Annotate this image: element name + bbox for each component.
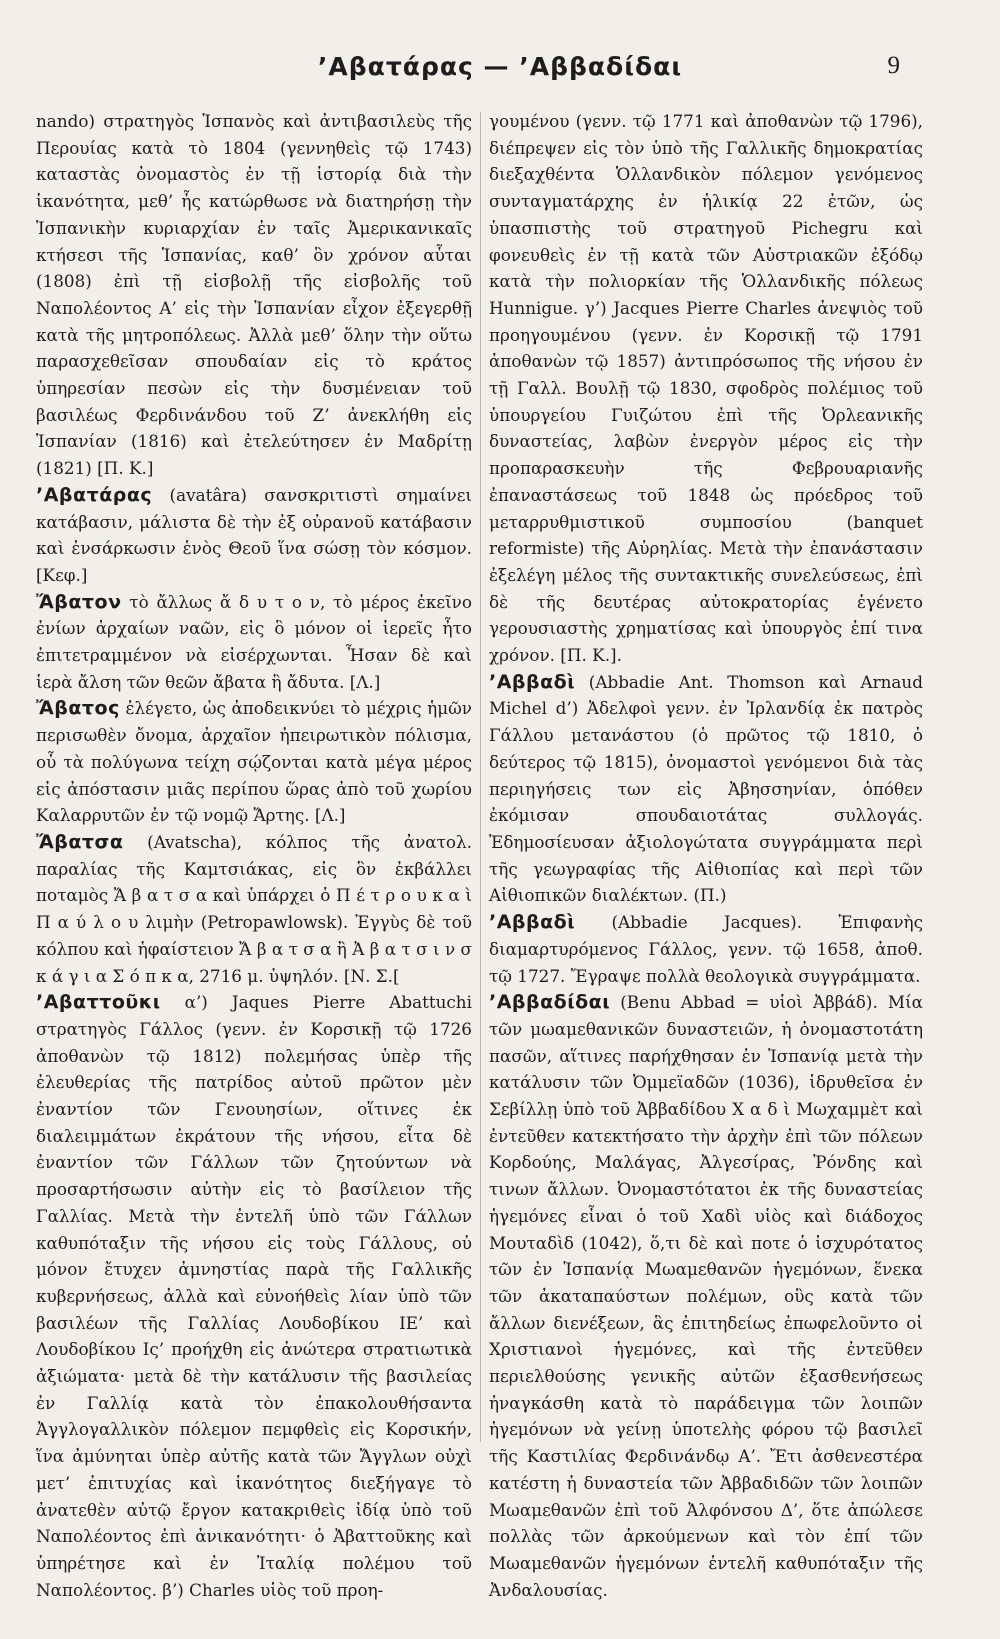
dictionary-entry xyxy=(489,909,923,989)
page-number: 9 xyxy=(887,52,900,79)
dictionary-entry xyxy=(36,829,472,989)
entry-text: (avatâra) σανσκριτιστὶ σημαίνει κατάβασιν, μάλιστα δὲ τὴν ἐξ οὐρανοῦ κατάβασιν καὶ ἐνσάρκωσιν ἑνὸς Θεοῦ ἵνα σώσῃ τὸν κόσμον. [Κεφ.] xyxy=(36,484,472,585)
entry-headword: ’Αββαδὶ xyxy=(489,911,576,934)
entry-text: γουμένου (γενν. τῷ 1771 καὶ ἀποθανὼν τῷ 1796), διέπρεψεν εἰς τὸν ὑπὸ τῆς Γαλλικῆς δημοκρατίας διεξαχθέντα Ὁλλανδικὸν πόλεμον γενόμενος συνταγματάρχης ἐν ἡλικίᾳ 22 ἐτῶν, ὡς ὑπασπιστὴς τοῦ στρατηγοῦ Pichegru καὶ φονευθεὶς ἐν τῇ κατὰ τῶν Αὐστριακῶν ἐξόδῳ κατὰ τὴν πολιορκίαν τῆς Ὁλλανδικῆς πόλεως Hunnigue. γ’) Jacques Pierre Charles ἀνεψιὸς τοῦ προηγουμένου (γενν. ἐν Κορσικῇ τῷ 1791 ἀποθανὼν τῷ 1857) ἀντιπρόσωπος τῆς νήσου ἐν τῇ Γαλλ. Βουλῇ τῷ 1830, σφοδρὸς πολέμιος τοῦ ὑπουργείου Γυιζώτου ἐπὶ τῆς Ὀρλεανικῆς δυναστείας, λαβὼν ἐνεργὸν μέρος εἰς τὴν προπαρασκευὴν τῆς Φεβρουαριανῆς ἐπαναστάσεως τοῦ 1848 ὡς πρόεδρος τοῦ μεταρρυθμιστικοῦ συμποσίου (banquet reformiste) τῆς Αὐρηλίας. Μετὰ τὴν ἐπανάστασιν ἐξελέγη μέλος τῆς συντακτικῆς συνελεύσεως, ἐπὶ δὲ τῆς δευτέρας αὐτοκρατορίας ἐγένετο γερουσιαστὴς χρηματίσας καὶ ὑπουργὸς ἐπί τινα χρόνον. [Π. Κ.]. xyxy=(489,111,923,666)
entry-headword: ’Αβατάρας xyxy=(36,483,153,506)
entry-headword: ’Αββαδὶ xyxy=(489,670,576,693)
entry-headword: ’Αβαττοῦκι xyxy=(36,991,161,1014)
entry-text: (Avatscha), κόλπος τῆς ἀνατολ. παραλίας τῆς Καμτσιάκας, εἰς ὃν ἐκβάλλει ποταμὸς Ἄ β α τ σ α καὶ ὑπάρχει ὁ Π έ τ ρ ο υ κ α ὶ Π α ύ λ ο υ λιμὴν (Petropawlowsk). Ἐγγὺς δὲ τοῦ κόλπου καὶ ἡφαίστειον Ἄ β α τ σ α ἢ Ἀ β α τ σ ι ν σ κ ά γ ι α Σ ό π κ α, 2716 μ. ὑψηλόν. [Ν. Σ.[ xyxy=(36,831,472,986)
dictionary-entry xyxy=(36,989,472,1603)
entry-text: ἐλέγετο, ὡς ἀποδεικνύει τὸ μέχρις ἡμῶν περισωθὲν ὄνομα, ἀρχαῖον ἠπειρωτικὸν πόλισμα, οὗ τὰ πολύγωνα τείχη σῴζονται κατὰ μέγα μέρος εἰς ἀπόστασιν μιᾶς περίπου ὥρας ἀπὸ τοῦ χωρίου Καλαρρυτῶν ἐν τῷ νομῷ Ἄρτης. [Λ.] xyxy=(36,698,472,826)
entry-headword: Ἄβατον xyxy=(36,590,122,613)
dictionary-entry xyxy=(489,669,923,909)
entry-headword: Ἄβατος xyxy=(36,697,120,720)
entry-text: τὸ ἄλλως ἄ δ υ τ ο ν, τὸ μέρος ἐκεῖνο ἐνίων ἀρχαίων ναῶν, εἰς ὃ μόνον οἱ ἱερεῖς ἦτο ἐπιτετραμμένον νὰ εἰσέρχωνται. Ἦσαν δὲ καὶ ἱερὰ ἄλση τῶν θεῶν ἄβατα ἢ ἄδυτα. [Λ.] xyxy=(36,591,472,692)
dictionary-entry xyxy=(36,482,472,589)
dictionary-entry xyxy=(489,108,923,669)
left-column xyxy=(36,108,472,1603)
dictionary-entry xyxy=(36,108,472,482)
entry-headword: ’Αββαδίδαι xyxy=(489,991,611,1014)
column-divider xyxy=(480,112,481,1442)
page-header xyxy=(0,52,1000,92)
entry-text: (Abbadie Ant. Thomson καὶ Arnaud Michel d’) Ἀδελφοὶ γενν. ἐν Ἰρλανδίᾳ ἐκ πατρὸς Γάλλου μετανάστου (ὁ πρῶτος τῷ 1810, ὁ δεύτερος τῷ 1815), ὀνομαστοὶ γενόμενοι διὰ τὰς περιηγήσεις των εἰς Ἀβησσηνίαν, ὁπόθεν ἐκόμισαν σπουδαιοτάτας συλλογάς. Ἐδημοσίευσαν ἀξιολογώτατα συγγράμματα περὶ τῆς γεωγραφίας τῆς Αἰθιοπίας καὶ περὶ τῶν Αἰθιοπικῶν διαλέκτων. (Π.) xyxy=(489,671,923,906)
right-column xyxy=(489,108,923,1603)
running-title: ’Αβατάρας — ’Αββαδίδαι xyxy=(317,52,683,81)
entry-headword: Ἄβατσα xyxy=(36,830,124,853)
entry-text: α’) Jaques Pierre Abattuchi στρατηγὸς Γάλλος (γενν. ἐν Κορσικῇ τῷ 1726 ἀποθανὼν τῷ 1812) πολεμήσας ὑπὲρ τῆς ἐλευθερίας τῆς πατρίδος αὐτοῦ πρῶτον μὲν ἐναντίον τῶν Γενουησίων, οἵτινες ἐκ διαλειμμάτων ἐκράτουν τῆς νήσου, εἶτα δὲ ἐναντίον τῶν Γάλλων τῶν ζητούντων νὰ προσαρτήσωσιν αὐτὴν εἰς τὸ βασίλειον τῆς Γαλλίας. Μετὰ τὴν ἐντελῆ ὑπὸ τῶν Γάλλων καθυπόταξιν τῆς νήσου εἰς τοὺς Γάλλους, οὐ μόνον ἔτυχεν ἀμνηστίας παρὰ τῆς Γαλλικῆς κυβερνήσεως, ἀλλὰ καὶ εὐνοήθεὶς λίαν ὑπὸ τῶν βασιλέων τῆς Γαλλίας Λουδοβίκου ΙΕ’ καὶ Λουδοβίκου Ις’ προήχθη εἰς ἀνώτερα στρατιωτικὰ ἀξιώματα· μετὰ δὲ τὴν κατάλυσιν τῆς βασιλείας ἐν Γαλλίᾳ κατὰ τὸν ἐπακολουθήσαντα Ἀγγλογαλλικὸν πόλεμον πεμφθεὶς εἰς Κορσικήν, ἵνα ἀμύνηται ὑπὲρ αὐτῆς κατὰ τῶν Ἄγγλων οὐχὶ μετ’ ἐπιτυχίας καὶ ἱκανότητος διεξήγαγε τὸ ἀνατεθὲν αὐτῷ ἔργον κατακριθεὶς ἰδίᾳ ὑπὸ τοῦ Ναπολέοντος ἐπὶ ἀνικανότητι· ὁ Ἀβαττοῦκης καὶ ὑπηρέτησε καὶ ἐν Ἰταλίᾳ πολέμου τοῦ Ναπολέοντος. β’) Charles υἱὸς τοῦ προη- xyxy=(36,992,472,1600)
dictionary-entry xyxy=(36,695,472,829)
dictionary-entry xyxy=(489,989,923,1603)
entry-text: nando) στρατηγὸς Ἱσπανὸς καὶ ἀντιβασιλεὺς τῆς Περουίας κατὰ τὸ 1804 (γεννηθεὶς τῷ 1743) καταστὰς ὀνομαστὸς ἐν τῇ ἱστορίᾳ διὰ τὴν ἱκανότητα, μεθ’ ἧς κατώρθωσε νὰ διατηρήσῃ τὴν Ἱσπανικὴν κυριαρχίαν ἐν ταῖς Ἀμερικανικαῖς κτήσεσι τῆς Ἱσπανίας, καθ’ ὃν χρόνον αὗται (1808) ἐπὶ τῇ εἰσβολῇ τῆς εἰσβολῆς τοῦ Ναπολέοντος Α’ εἰς τὴν Ἱσπανίαν εἶχον ἐξεγερθῇ κατὰ τῆς μητροπόλεως. Ἀλλὰ μεθ’ ὅλην τὴν οὕτω παρασχεθεῖσαν σπουδαίαν εἰς τὸ κράτος ὑπηρεσίαν πεσὼν εἰς τὴν δυσμένειαν τοῦ βασιλέως Φερδινάνδου τοῦ Ζ’ ἀνεκλήθη εἰς Ἱσπανίαν (1816) καὶ ἐτελεύτησεν ἐν Μαδρίτῃ (1821) [Π. Κ.] xyxy=(36,111,472,479)
dictionary-entry xyxy=(36,589,472,696)
entry-text: (Benu Abbad = υἱοὶ Ἀββάδ). Μία τῶν μωαμεθανικῶν δυναστειῶν, ἡ ὀνομαστοτάτη πασῶν, αἵτινες παρήχθησαν ἐν Ἱσπανίᾳ μετὰ τὴν κατάλυσιν τῶν Ὀμμεϊαδῶν (1036), ἱδρυθεῖσα ἐν Σεβίλλῃ ὑπὸ τοῦ Ἀββαδίδου Χ α δ ὶ Μωχαμμὲτ καὶ ἐντεῦθεν κατεκτήσατο τὴν ἀρχὴν ἐπὶ τῶν πόλεων Κορδούης, Μαλάγας, Ἀλγεσίρας, Ῥόνδης καὶ τινων ἄλλων. Ὀνομαστότατοι ἐκ τῆς δυναστείας ἡγεμόνες εἶναι ὁ τοῦ Χαδὶ υἱὸς καὶ διάδοχος Μουταδὶδ (1042), ὅ,τι δὲ καὶ ποτε ὁ ἰσχυρότατος τῶν ἐν Ἱσπανίᾳ Μωαμεθανῶν ἡγεμόνων, ἕνεκα τῶν ἀκαταπαύστων πολέμων, οὓς κατὰ τῶν ἄλλων διενέξεων, ἃς ἐπιτηδείως ἐπωφελοῦντο οἱ Χριστιανοὶ ἡγεμόνες, καὶ τῆς ἐντεῦθεν περιελθούσης γενικῆς αὐτῶν ἐξασθενήσεως ἠναγκάσθη κατὰ τὸ παράδειγμα τῶν λοιπῶν ἡγεμόνων νὰ γείνῃ ὑποτελὴς φόρου τῷ βασιλεῖ τῆς Καστιλίας Φερδινάνδῳ Α’. Ἔτι ἀσθενεστέρα κατέστη ἡ δυναστεία τῶν Ἀββαδιδῶν τῶν λοιπῶν Μωαμεθανῶν ἐπὶ τοῦ Ἀλφόνσου Δ’, ὅτε ἀπώλεσε πολλὰς τῶν ἀρκούμενων καὶ τὸν ἐπί τῶν Μωαμεθανῶν ἡγεμόνων ἐντελῆ καθυπόταξιν τῆς Ἀνδαλουσίας. xyxy=(489,992,923,1600)
entry-text: (Abbadie Jacques). Ἐπιφανὴς διαμαρτυρόμενος Γάλλος, γενν. τῷ 1658, ἀποθ. τῷ 1727. Ἔγραψε πολλὰ θεολογικὰ συγγράμματα. xyxy=(489,912,923,986)
